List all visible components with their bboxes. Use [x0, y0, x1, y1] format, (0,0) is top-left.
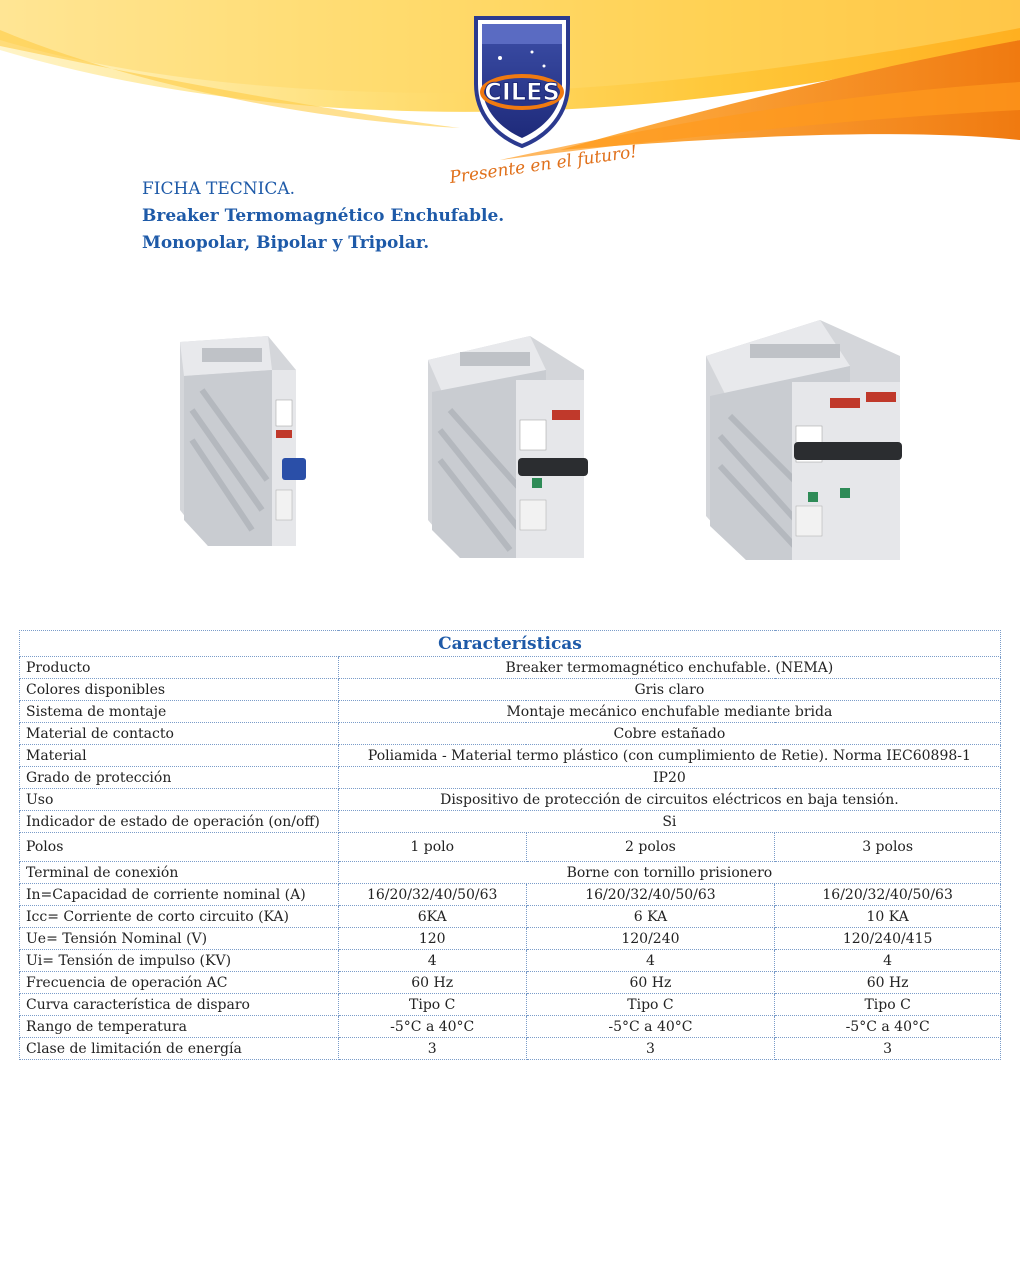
table-row: [20, 1038, 1001, 1060]
svg-text:CILES: CILES: [484, 78, 560, 106]
row-value-2: 2 polos: [526, 833, 775, 862]
row-label: Producto: [20, 657, 339, 679]
row-label: Material de contacto: [20, 723, 339, 745]
row-value-1: 60 Hz: [338, 972, 526, 994]
title-block: [142, 176, 504, 257]
doc-title: FICHA TECNICA.: [142, 179, 296, 199]
row-value-3: 4: [775, 950, 1001, 972]
row-value-2: 60 Hz: [526, 972, 775, 994]
table-row: [20, 657, 1001, 679]
row-label: Indicador de estado de operación (on/off): [20, 811, 339, 833]
row-value-2: 4: [526, 950, 775, 972]
row-value-1: 4: [338, 950, 526, 972]
table-row: [20, 745, 1001, 767]
row-label: Clase de limitación de energía: [20, 1038, 339, 1060]
table-row: [20, 950, 1001, 972]
row-value-1: 3: [338, 1038, 526, 1060]
row-value-2: 6 KA: [526, 906, 775, 928]
table-row: [20, 789, 1001, 811]
row-value-3: 16/20/32/40/50/63: [775, 884, 1001, 906]
row-value: Dispositivo de protección de circuitos eléctricos en baja tensión.: [338, 789, 1000, 811]
row-value-3: 10 KA: [775, 906, 1001, 928]
table-header-row: [20, 631, 1001, 657]
table-row: [20, 767, 1001, 789]
doc-subtitle-poles: Monopolar, Bipolar y Tripolar.: [142, 233, 430, 253]
row-value: Gris claro: [338, 679, 1000, 701]
table-row: [20, 1016, 1001, 1038]
table-row: [20, 811, 1001, 833]
row-value: Breaker termomagnético enchufable. (NEMA): [338, 657, 1000, 679]
row-label: Sistema de montaje: [20, 701, 339, 723]
row-value: Cobre estañado: [338, 723, 1000, 745]
row-label: Curva característica de disparo: [20, 994, 339, 1016]
row-label: Ui= Tensión de impulso (KV): [20, 950, 339, 972]
row-value: Borne con tornillo prisionero: [338, 862, 1000, 884]
row-label: Colores disponibles: [20, 679, 339, 701]
table-row: [20, 679, 1001, 701]
table-row: [20, 928, 1001, 950]
row-value-1: 1 polo: [338, 833, 526, 862]
row-value-3: -5°C a 40°C: [775, 1016, 1001, 1038]
row-value: Si: [338, 811, 1000, 833]
row-value: Montaje mecánico enchufable mediante brida: [338, 701, 1000, 723]
row-value: Poliamida - Material termo plástico (con cumplimiento de Retie). Norma IEC60898-1: [338, 745, 1000, 767]
row-label: Terminal de conexión: [20, 862, 339, 884]
row-label: Material: [20, 745, 339, 767]
row-value-1: 16/20/32/40/50/63: [338, 884, 526, 906]
table-row: [20, 884, 1001, 906]
table-title: Características: [20, 631, 1001, 657]
row-value-2: 120/240: [526, 928, 775, 950]
row-value-3: Tipo C: [775, 994, 1001, 1016]
row-label: Uso: [20, 789, 339, 811]
row-label: In=Capacidad de corriente nominal (A): [20, 884, 339, 906]
table-row-polos: [20, 833, 1001, 862]
svg-text:Presente en el futuro!: Presente en el futuro!: [448, 141, 639, 189]
breaker-2-polos-image: [420, 330, 592, 560]
row-value-1: 120: [338, 928, 526, 950]
table-row: [20, 994, 1001, 1016]
table-row-terminal: [20, 862, 1001, 884]
row-value-2: 16/20/32/40/50/63: [526, 884, 775, 906]
row-value-1: -5°C a 40°C: [338, 1016, 526, 1038]
row-value-2: 3: [526, 1038, 775, 1060]
row-value-1: 6KA: [338, 906, 526, 928]
doc-subtitle-product: Breaker Termomagnético Enchufable.: [142, 206, 505, 226]
table-row: [20, 723, 1001, 745]
ciles-logo: [470, 14, 574, 150]
row-value-3: 60 Hz: [775, 972, 1001, 994]
row-value-3: 3 polos: [775, 833, 1001, 862]
row-value-1: Tipo C: [338, 994, 526, 1016]
row-label: Frecuencia de operación AC: [20, 972, 339, 994]
row-value-3: 3: [775, 1038, 1001, 1060]
table-row: [20, 701, 1001, 723]
row-label: Grado de protección: [20, 767, 339, 789]
row-value-2: Tipo C: [526, 994, 775, 1016]
breaker-3-polos-image: [700, 316, 910, 562]
row-value-3: 120/240/415: [775, 928, 1001, 950]
specifications-table: [19, 630, 1001, 1060]
row-label: Rango de temperatura: [20, 1016, 339, 1038]
row-value: IP20: [338, 767, 1000, 789]
row-value-2: -5°C a 40°C: [526, 1016, 775, 1038]
table-row: [20, 972, 1001, 994]
row-label: Icc= Corriente de corto circuito (KA): [20, 906, 339, 928]
breaker-1-polo-image: [172, 330, 314, 548]
row-label: Polos: [20, 833, 339, 862]
table-row: [20, 906, 1001, 928]
row-label: Ue= Tensión Nominal (V): [20, 928, 339, 950]
